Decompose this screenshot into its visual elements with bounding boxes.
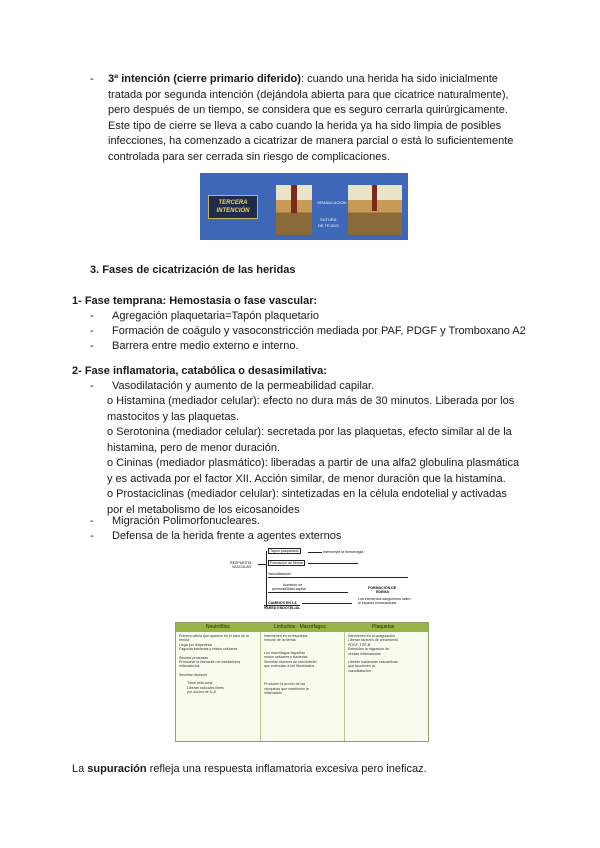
table-cell-text: Intervienen en la coagulación (348, 634, 395, 638)
footer-rest: refleja una respuesta inflamatoria excesiva pero ineficaz. (146, 763, 427, 775)
intro-line-3: pero después de un tiempo, se considera que es seguro cerrarla quirúrgicamente. (108, 104, 508, 116)
section-3-heading: 3. Fases de cicatrización de las heridas (90, 264, 296, 276)
phase-1-item-text: Formación de coágulo y vasoconstricción mediada por PAF, PDGF y Tromboxano A2 (112, 325, 526, 337)
bullet-dash: - (90, 73, 94, 85)
phase-2-item-text: Defensa de la herida frente a agentes externos (112, 530, 342, 542)
arrow-label-sutura: SUTURA (320, 217, 337, 222)
table-cell-text: Los macrófagos fagocitan (264, 650, 306, 655)
table-cell-text: Liberan factores de crecimiento (348, 638, 399, 643)
diagram-box-endotelial: PARED ENDOTELIAL (264, 606, 301, 610)
table-cell-text: que estimulan a los fibroblastos (264, 664, 315, 669)
table-cell-text: citoquinas que mantienen la (264, 686, 309, 691)
diagram-node-interrumpe: Interrumpe la hemorragia (323, 550, 364, 554)
table-cell-text: vasodilatación (348, 668, 371, 673)
table-header-cell: Linfocitos - Macrófagos (274, 624, 326, 630)
table-cell-text: Promueve la liberación de mediadores inflamatorios (179, 660, 241, 669)
table-column-neutrofilos (179, 634, 257, 694)
table-cell-text: Liberan sustancias vasoactivas (348, 660, 398, 665)
diagram-connector (302, 603, 352, 604)
footer-bold-word: supuración (87, 763, 147, 775)
inflammatory-cells-table (175, 622, 429, 742)
table-header-cell: Plaquetas (372, 624, 395, 630)
intro-line-1: : cuando una herida ha sido inicialmente (300, 73, 498, 85)
figure-title-line-2: INTENCIÓN (216, 208, 250, 214)
table-cell-text: Liberan radicales libres (187, 685, 224, 690)
table-cell-text: Primera célula que aparece en el área de la herida (179, 634, 249, 643)
table-cell-text: Secreta proteasas (179, 655, 209, 660)
figure-title-line-1: TERCERA (218, 200, 248, 206)
wound-cut-1 (291, 185, 297, 213)
table-column-linfocitos (264, 634, 342, 696)
table-cell-text: Producen la acción de las (264, 682, 306, 687)
table-column-plaquetas (348, 634, 426, 673)
vascular-response-diagram (228, 545, 412, 615)
table-cell-text: que favorecen la (348, 664, 375, 669)
table-cell-text: Fagocita bacterias y restos celulares (179, 647, 238, 652)
phase-2-item-text: Migración Polimorfonucleares. (112, 515, 260, 527)
diagram-box-edema: EDEMA (376, 590, 389, 594)
diagram-box-edema: FORMACIÓN DE (368, 586, 397, 590)
intro-line-2: tratada por segunda intención (dejándola abierta para que cicatrice naturalmente), (108, 88, 509, 101)
sublist-line: o Cininas (mediador plasmático): liberadas a partir de una alfa2 globulina plasmática (107, 457, 520, 469)
diagram-note: Los elementos sanguíneos salen al espacio extravascular (358, 597, 411, 605)
arrow-label-tejido: DE TEJIDO (318, 223, 339, 228)
diagram-connector (308, 563, 358, 564)
diagram-left-label: VASCULAR (232, 565, 252, 569)
phase-2-heading: 2- Fase inflamatoria, catabólica o desasimilativa: (72, 365, 327, 377)
table-column-divider (260, 632, 261, 741)
tercera-intencion-heading: 3ª intención (cierre primario diferido) (108, 73, 301, 85)
diagram-connector (258, 564, 266, 565)
diagram-connector (268, 577, 408, 578)
diagram-node-vasodilatacion: Vasodilatación (268, 572, 292, 576)
intro-line-6: controlada para ser cerrada sin riesgo de complicaciones. (108, 150, 390, 163)
table-cell-text: Secretan factores (179, 672, 208, 677)
intro-line-4: Este tipo de cierre se lleva a cabo cuando la herida ya ha sido limpia de posibles (108, 119, 502, 132)
table-cell-text: Estimulan la migración de (348, 647, 390, 652)
table-cell-text: por acción de IL-8 (187, 690, 216, 695)
table-header-cell: Neutrófilos (206, 624, 230, 630)
table-cell-text: Llega por diapedesis (179, 642, 213, 647)
arrow-label-granulacion: GRANULACION (317, 200, 347, 205)
diagram-connector (268, 592, 348, 593)
table-cell-text: células inflamatorias (348, 651, 381, 656)
table-cell-text: restos celulares y bacterias (264, 655, 308, 660)
table-cell-text: inmune de la herida (264, 638, 296, 643)
sublist-line: histamina, pero de menor duración. (107, 441, 281, 454)
sublist-line: o Prostaciclinas (mediador celular): sintetizadas en la célula endotelial y activadas (107, 488, 507, 500)
figure-title-box (208, 195, 258, 219)
phase-1-item-text: Barrera entre medio externo e interno. (112, 340, 299, 352)
supuracion-paragraph (72, 762, 427, 778)
footer-prefix: La (72, 763, 88, 775)
table-cell-text: inflamación (264, 691, 283, 696)
sublist-line: o Serotonina (mediador celular): secretada por las plaquetas, efecto similar al de la (107, 426, 512, 438)
wound-cut-2 (372, 185, 377, 211)
sublist-line: o Histamina (mediador celular): efecto no dura más de 30 minutos. Liberada por los (107, 395, 515, 407)
sublist-line: por el metabolismo de los eicosanoides (107, 503, 300, 516)
diagram-connector (308, 552, 322, 553)
table-cell-text: Tiene vida corta (187, 681, 213, 686)
diagram-left-label: RESPUESTA (230, 561, 252, 565)
table-cell-text: PDGF, TGF-B (348, 642, 371, 647)
sublist-line: y es activada por el factor XII. Acción similar, de menor duración que la histamina. (107, 472, 506, 485)
diagram-node-permeabilidad: Aumento de (283, 583, 303, 587)
table-column-divider (344, 632, 345, 741)
phase-2-item-text: Vasodilatación y aumento de la permeabilidad capilar. (112, 380, 375, 392)
table-header-row (176, 623, 428, 632)
table-cell-text: Intervienen en la respuesta (264, 634, 308, 638)
sublist-line: mastocitos y las plaquetas. (107, 410, 240, 423)
tercera-intencion-figure (200, 173, 408, 240)
table-cell-text: Secretan factores de crecimiento (264, 659, 317, 664)
diagram-node-fibrina: Formación de fibrina (270, 561, 303, 565)
phase-1-heading: 1- Fase temprana: Hemostasia o fase vascular: (72, 295, 318, 307)
phase-1-item-text: Agregación plaquetaria=Tapón plaquetario (112, 310, 320, 322)
diagram-box-endotelial: CAMBIOS EN LA (268, 601, 297, 605)
phase-2-sublist (107, 394, 519, 518)
diagram-node-tapon: Tapón plaquetario (270, 549, 299, 553)
diagram-node-permeabilidad: permeabilidad capilar (272, 587, 307, 591)
intro-line-5: infecciones, ha comenzado a cicatrizar de manera parcial o está lo suficientemente (108, 135, 514, 147)
diagram-connector (266, 551, 267, 607)
